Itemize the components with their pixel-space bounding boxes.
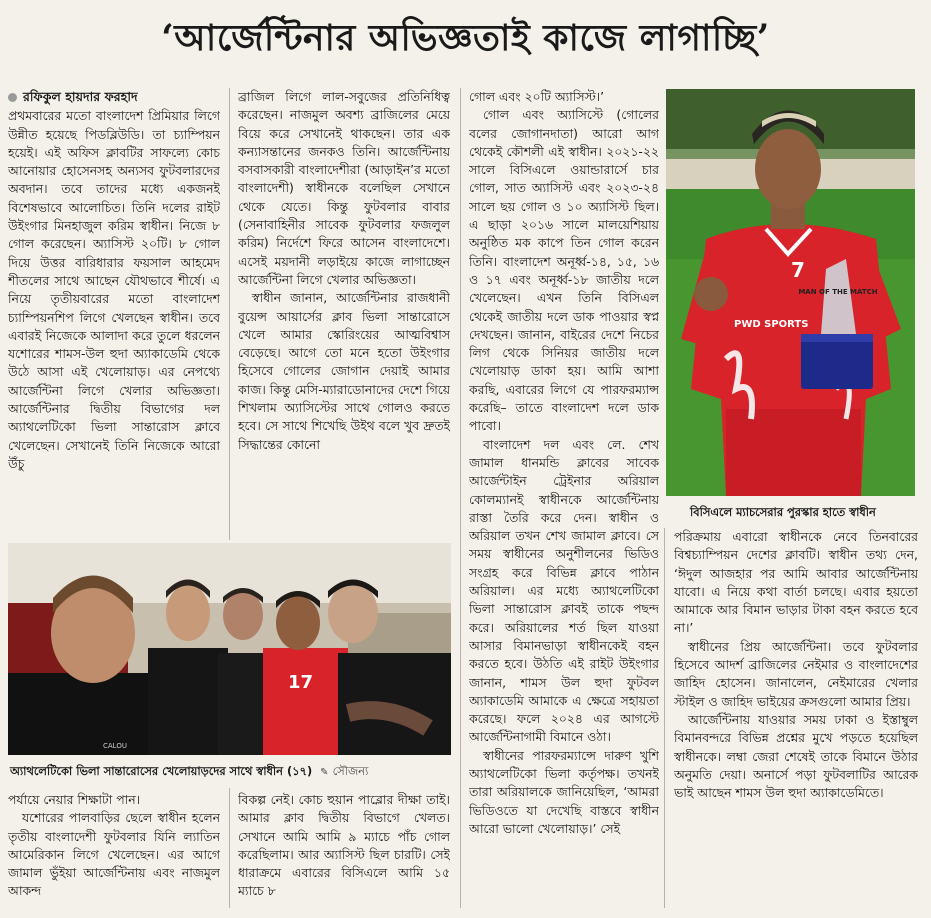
- paragraph: প্রথমবারের মতো বাংলাদেশ প্রিমিয়ার লিগে উন্নীত হয়েছে পিডব্লিউডি। তা চ্যাম্পিয়ন হয়েই। এই অফিস ক্লাবটির সাফল্যে কোচ আনোয়ার হোসেনসহ অন্যসব ফুটবলারদের অবদান। তবে তাদের মধ্যে একজনই বিশেষভাবে আলোচিত। তিনি দলের রাইট উইংগার মিনহাজুল করিম স্বাধীন। নিজে ৮ গোল করেছেন। অ্যাসিস্ট ২০টি। ৮ গোল দিয়ে উত্তর বারিধারার ফয়সাল আহমেদ শীতলের সাথে আছেন যৌথভাবে শীর্ষে। এ নিয়ে তৃতীয়বারের মতো বাংলাদেশ চ্যাম্পিয়নশিপ লিগে খেলছেন স্বাধীন। তবে এবারই নিজেকে আলাদা করে তুলে ধরলেন যশোরের শামস-উল হুদা অ্যাকাডেমি থেকে উঠে আসা এই খেলোয়াড়। এর নেপথ্যে আর্জেন্টিনা লিগে খেলার অভিজ্ঞতা। আর্জেন্টিনার দ্বিতীয় বিভাগের দল অ্যাথলেটিকো ভিলা সান্তারোস ক্লাবে খেলেছেন। সেখানেই তিনি নিজেকে আরো উঁচু: [8, 108, 220, 471]
- photo-caption-1: [690, 504, 920, 522]
- group-jersey-number: 17: [288, 672, 314, 693]
- article-column-2-bottom: [238, 791, 450, 913]
- article-column-3: [469, 88, 659, 910]
- headline: ‘আর্জেন্টিনার অভিজ্ঞতাই কাজে লাগাচ্ছি’: [161, 17, 770, 59]
- paragraph: যশোরের পালবাড়ির ছেলে স্বাধীন হলেন তৃতীয় বাংলাদেশী ফুটবলার যিনি ল্যাতিন আমেরিকান লিগে খেলেছেন। এর আগে জামাল ভুঁইয়া আর্জেন্টিনায় এবং নাজমুল আকন্দ: [8, 810, 220, 899]
- article-column-2: [238, 88, 450, 540]
- caption-text: বিসিএলে ম্যাচসেরার পুরস্কার হাতে স্বাধীন: [690, 504, 876, 519]
- trophy-label: MAN OF THE MATCH: [798, 288, 878, 296]
- column-divider: [664, 528, 665, 908]
- paragraph: পর্যায়ে নেয়ার শিক্ষাটা পান।: [8, 792, 141, 807]
- player-trophy-image: [666, 89, 915, 496]
- paragraph: বিকল্প নেই। কোচ হুয়ান পাব্লোর দীক্ষা তাই। আমার ক্লাব দ্বিতীয় বিভাগে খেলত। সেখানে আমি আমি ৯ ম্যাচে পাঁচ গোল করেছিলাম। আর অ্যাসিস্ট ছিল চারটি। সেই ধারাক্রমে এবারের বিসিএলে আমি ১৫ ম্যাচে ৮: [238, 792, 450, 899]
- article-column-1: [8, 88, 220, 540]
- paragraph: পরিক্রমায় এবারো স্বাধীনকে নেবে তিনবারের বিশ্বচ্যাম্পিয়ন দেশের ক্লাবটি। স্বাধীন তথ্য দেন, ‘ঈদুল আজহার পর আমি আবার আর্জেন্টিনায় যাবো। এ নিয়ে কথা বার্তা চলছে। এবার হয়তো আমাকে আর বিমান ভাড়ার টাকা বহন করতে হবে না।’: [674, 529, 918, 636]
- byline-author: রফিকুল হায়দার ফরহাদ: [23, 89, 138, 104]
- kit-text: CALOU: [103, 742, 127, 750]
- credit-text: সৌজন্য: [332, 763, 369, 778]
- bullet-icon: [8, 93, 17, 102]
- paragraph: গোল এবং অ্যাসিস্টে (গোলের বলের জোগানদাতা) আরো আগ থেকেই কৌশলী এই স্বাধীন। ২০২১-২২ সালে বিসিএলে ওয়ান্ডারার্সে চার গোল, সাত অ্যাসিস্ট এবং ২০২৩-২৪ সালে ছয় গোল ও ১০ অ্যাসিস্ট ছিল। এ ছাড়া ২০১৬ সালে মালয়েশিয়ায় অনুষ্ঠিত মক কাপে তিন গোল করেন তিনি। বাংলাদেশ অনূর্ধ্ব-১৪, ১৫, ১৬ ও ১৭ এবং অনূর্ধ্ব-১৮ জাতীয় দলে খেলেছেন। এখন তিনি বিসিএল থেকেই জাতীয় দলে ডাক পাওয়ার স্বপ্ন দেখছেন। জানান, বাইরের দেশে নিচের লিগ থেকে সিনিয়র জাতীয় দলে খেলোয়াড় ডাকা হয়। আমি আশা করছি, এবারের লিগে যে পারফরম্যান্স করেছি– তাতে বাংলাদেশ দলে ডাক পাবো।: [469, 107, 659, 434]
- column-divider: [460, 88, 461, 908]
- caption-text: অ্যাথলেটিকো ভিলা সান্তারোসের খেলোয়াড়দের সাথে স্বাধীন (১৭): [10, 763, 313, 778]
- byline: [8, 88, 220, 106]
- article-column-4: [674, 528, 918, 913]
- jersey-text: PWD SPORTS: [734, 319, 809, 330]
- jersey-number: 7: [791, 258, 805, 282]
- photo-caption-2: [10, 763, 450, 781]
- paragraph: গোল এবং ২০টি অ্যাসিস্ট।’: [469, 89, 605, 104]
- paragraph: স্বাধীনের প্রিয় আর্জেন্টিনা। তবে ফুটবলার হিসেবে আদর্শ ব্রাজিলের নেইমার ও বাংলাদেশের জাহিদ হোসেন। জানালেন, নেইমারের খেলার স্টাইল ও জাহিদ ভাইয়ের ক্রসগুলো আমার প্রিয়।: [674, 638, 918, 709]
- column-divider: [229, 788, 230, 908]
- paragraph: বাংলাদেশ দল এবং লে. শেখ জামাল ধানমন্ডি ক্লাবের সাবেক আর্জেন্টাইন ট্রেইনার অরিয়াল কোলম্যানই স্বাধীনকে আর্জেন্টিনায় রাস্তা তৈরি করে দেন। স্বাধীন ও অরিয়াল তখন শেখ জামাল ক্লাবে। সে সময় স্বাধীনের অনুশীলনের ভিডিও সংগ্রহ করে বিভিন্ন ক্লাবে পাঠান অরিয়াল। এর মধ্যে অ্যাথলেটিকো ভিলা সান্তারোস ক্লাবই তাকে পছন্দ করে। অরিয়ালের শর্ত ছিল যাওয়া আসার বিমানভাড়া স্বাধীনকেই বহন করতে হবে। উঠতি এই রাইট উইংগার জানান, শামস উল হুদা ফুটবল অ্যাকাডেমি আমাকে এ ক্ষেত্রে সহায়তা করেছে। ফলে ২০২৪ এর আগস্টে আর্জেন্টিনাগামী বিমানে ওঠা।: [469, 436, 659, 745]
- article-column-1-bottom: [8, 791, 220, 913]
- paragraph: স্বাধীনের পারফরম্যান্সে দারুণ খুশি অ্যাথলেটিকো ভিলা কর্তৃপক্ষ। তখনই তারা অরিয়ালকে জানিয়েছিল, ‘আমরা ভিডিওতে যা দেখেছি বাস্তবে স্বাধীন আরো ভালো খেলোয়াড়।’ সেই: [469, 747, 659, 836]
- column-divider: [229, 88, 230, 540]
- paragraph: ব্রাজিল লিগে লাল-সবুজের প্রতিনিধিত্ব করেছেন। নাজমুল অবশ্য ব্রাজিলের মেয়ে বিয়ে করে সেখানেই থাকছেন। তার এক কন্যাসন্তানের জনকও তিনি। আর্জেন্টিনায় বসবাসকারী বাংলাদেশীরা (আড়াইন’র মতো বাংলাদেশী) স্বাধীনকে বলেছিল সেখানে থেকে যেতে। কিন্তু ফুটবলার বাবার (সেনাবাহিনীর সাবেক ফুটবলার ফজলুল করিম) নির্দেশে ফিরে আসেন বাংলাদেশে। এসেই ময়দানী লড়াইয়ে কাজে লাগাচ্ছেন আর্জেন্টিনা লিগে খেলার অভিজ্ঞতা।: [238, 89, 450, 287]
- player-trophy-photo: [666, 89, 915, 496]
- paragraph: আর্জেন্টিনায় যাওয়ার সময় ঢাকা ও ইস্তাম্বুল বিমানবন্দরে বিভিন্ন প্রশ্নের মুখে পড়তে হয়েছিল স্বাধীনকে। লম্বা জেরা শেষেই তাকে বিমানে উঠার অনুমতি দেয়া। অনার্সে পড়া ফুটবলাটির আরেক ভাই আছেন শামস উল হুদা অ্যাকাডেমিতে।: [674, 711, 918, 801]
- group-selfie-image: [8, 543, 451, 755]
- pencil-icon: ✎: [320, 766, 329, 778]
- group-selfie-photo: [8, 543, 451, 755]
- paragraph: স্বাধীন জানান, আর্জেন্টিনার রাজধানী বুয়েন্স আয়ার্সের ক্লাব ভিলা সান্তারোসে খেলে আমার স্কোরিংয়ের আত্মবিশ্বাস বেড়েছে। আগে তো মনে হতো উইংগার হিসেবে গোলের জোগান দেয়াই আমার কাজ। কিন্তু মেসি-ম্যারাডোনাদের দেশে গিয়ে শিখলাম অ্যাসিস্টের সাথে গোলও করতে হবে। সে সাথে শিখেছি উইথ বলে খুব দ্রুতই সিদ্ধান্তের কোনো: [238, 290, 450, 452]
- photo-credit: [320, 763, 368, 782]
